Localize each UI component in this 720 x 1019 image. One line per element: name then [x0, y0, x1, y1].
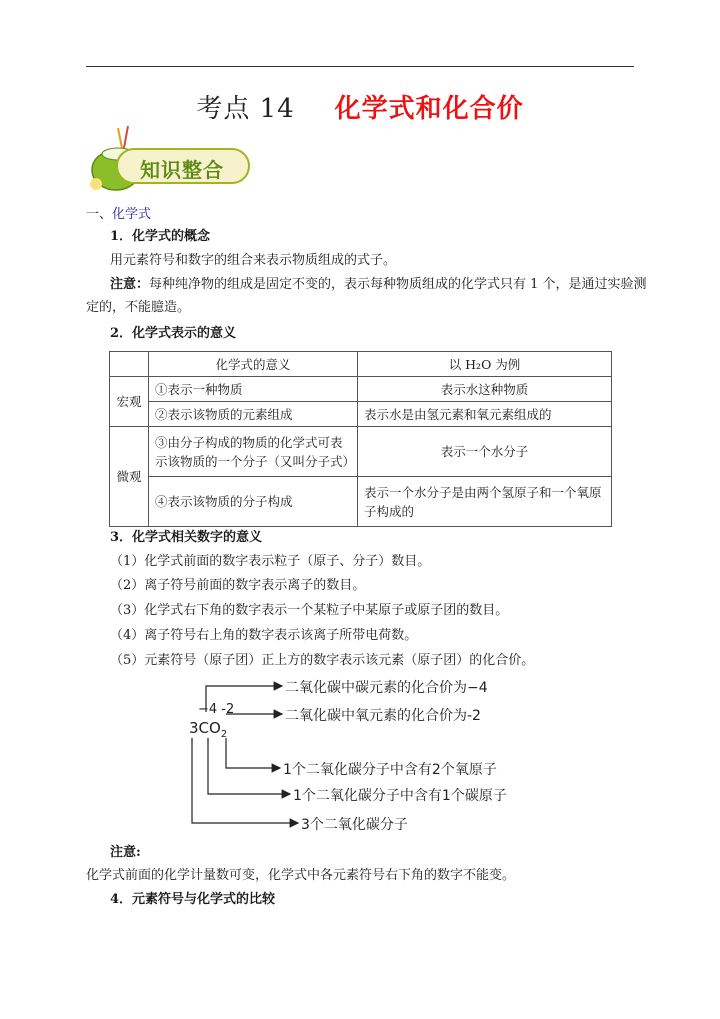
s3-item: （3）化学式右下角的数字表示一个某粒子中某原子或原子团的数目。: [110, 603, 509, 618]
table-header-meaning: 化学式的意义: [149, 352, 358, 377]
badge-label: 知识整合: [140, 158, 224, 182]
s3-item: （1）化学式前面的数字表示粒子（原子、分子）数目。: [110, 554, 431, 569]
topic-number: 考点 14: [196, 94, 295, 124]
diagram-label: 3个二氧化碳分子: [301, 817, 408, 833]
diagram-label: 二氧化碳中氧元素的化合价为-2: [285, 708, 481, 724]
arrow-carbon-count: [208, 738, 290, 794]
badge-pill: [116, 148, 250, 184]
heading-prefix: 一、: [86, 207, 113, 222]
diagram-label: 1个二氧化碳分子中含有2个氧原子: [283, 762, 497, 778]
section-heading: [86, 205, 151, 225]
s3-title: 3．化学式相关数字的意义: [110, 530, 263, 545]
topic-title: 化学式和化合价: [334, 94, 524, 124]
s3-item: （4）离子符号右上角的数字表示该离子所带电荷数。: [110, 628, 418, 643]
row-example: 表示水是由氢元素和氧元素组成的: [358, 402, 612, 427]
s1-title: 1．化学式的概念: [110, 229, 211, 244]
note-label: 注意：: [110, 277, 150, 292]
formula-main: 3CO: [189, 719, 221, 737]
note-line-1: [110, 275, 647, 295]
group-micro: 微观: [110, 427, 149, 527]
knowledge-badge: [86, 126, 252, 192]
note-text-1: 每种纯净物的组成是固定不变的，表示每种物质组成的化学式只有 1 个，是通过实验测: [149, 277, 647, 292]
arrow-oxygen-count: [226, 738, 280, 768]
valence-label: −4 -2: [198, 702, 235, 717]
note2-text: 化学式前面的化学计量数可变，化学式中各元素符号右下角的数字不能变。: [86, 868, 516, 883]
row-meaning: ②表示该物质的元素组成: [149, 402, 358, 427]
co2-diagram: [186, 672, 546, 842]
table-header-row: [110, 352, 612, 377]
row-example: 表示水这种物质: [358, 377, 612, 402]
table-header-example: 以 H₂O 为例: [358, 352, 612, 377]
note2-label: 注意:: [110, 845, 141, 860]
row-example: 表示一个水分子是由两个氢原子和一个氧原子构成的: [358, 477, 612, 527]
top-rule: [86, 66, 634, 67]
table-corner: [110, 352, 149, 377]
formula-sub: 2: [220, 729, 228, 740]
note-line-2: 定的，不能臆造。: [86, 300, 191, 315]
table-row: [110, 377, 612, 402]
group-macro: 宏观: [110, 377, 149, 427]
s2-title: 2．化学式表示的意义: [110, 326, 237, 341]
table-row: [110, 427, 612, 477]
table-row: [110, 402, 612, 427]
row-meaning: ①表示一种物质: [149, 377, 358, 402]
heading-text: 化学式: [112, 207, 152, 222]
diagram-label: 二氧化碳中碳元素的化合价为−4: [285, 680, 488, 696]
row-meaning: ④表示该物质的分子构成: [149, 477, 358, 527]
diagram-label: 1个二氧化碳分子中含有1个碳原子: [293, 788, 507, 804]
s3-item: （5）元素符号（原子团）正上方的数字表示该元素（原子团）的化合价。: [110, 653, 535, 668]
row-meaning: ③由分子构成的物质的化学式可表示该物质的一个分子（又叫分子式）: [149, 427, 358, 477]
page-title: [0, 88, 720, 125]
s3-item: （2）离子符号前面的数字表示离子的数目。: [110, 578, 366, 593]
table-row: [110, 477, 612, 527]
s1-text: 用元素符号和数字的组合来表示物质组成的式子。: [110, 253, 397, 268]
s4-title: 4．元素符号与化学式的比较: [110, 892, 276, 907]
formula: [189, 719, 227, 740]
meaning-table: [109, 351, 612, 527]
row-example: 表示一个水分子: [358, 427, 612, 477]
